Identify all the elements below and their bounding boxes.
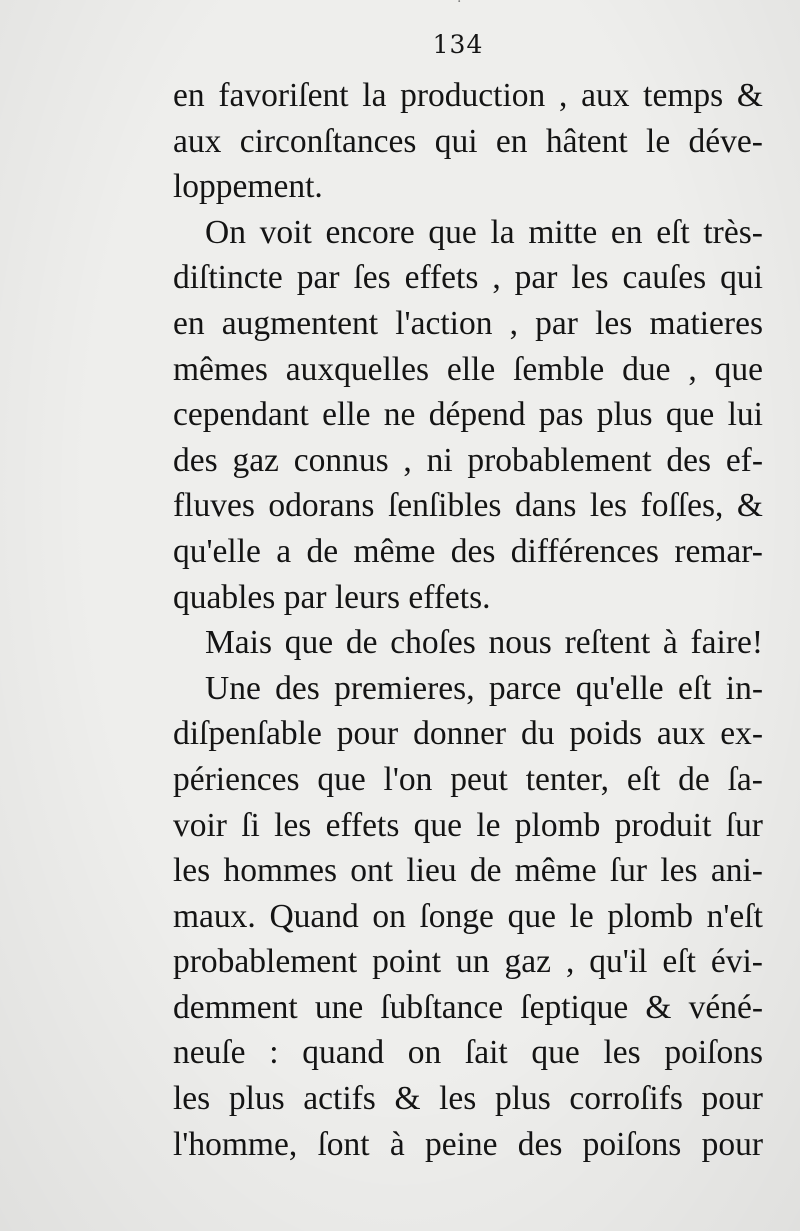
word: ef- <box>725 441 763 479</box>
text-line <box>173 939 763 985</box>
word: par <box>535 304 578 342</box>
word: on <box>407 1034 442 1072</box>
word: demment <box>173 988 298 1026</box>
word: aux <box>656 715 706 753</box>
word: Quand <box>269 897 359 935</box>
word: lui <box>727 396 763 434</box>
word: poids <box>569 715 643 753</box>
word: même <box>353 532 436 570</box>
word: la <box>490 213 515 251</box>
word: lieu <box>406 852 457 890</box>
word: dans <box>514 487 577 525</box>
word: le <box>569 897 594 935</box>
word: nous <box>488 624 552 662</box>
word: les <box>660 852 698 890</box>
word: voit <box>259 213 312 251</box>
word: effets <box>325 806 400 844</box>
word: eſt <box>656 213 690 251</box>
word: choſes <box>390 624 476 662</box>
word: évi- <box>710 943 763 981</box>
word: en <box>173 304 205 342</box>
word: le <box>646 122 671 160</box>
word: plus <box>596 396 653 434</box>
word: en <box>173 77 205 114</box>
text-line <box>173 529 763 575</box>
text-line <box>173 301 763 347</box>
text-line: loppement. <box>173 168 323 206</box>
word: n'eſt <box>706 897 763 935</box>
word: actifs <box>303 1080 376 1118</box>
text-line <box>173 620 763 666</box>
text-line <box>173 73 763 119</box>
word: mitte <box>528 213 598 251</box>
word: que <box>317 760 366 798</box>
word: poiſons <box>664 1034 763 1072</box>
word: gaz <box>232 441 279 479</box>
text-line <box>173 210 763 256</box>
text-line <box>173 347 763 393</box>
word: pour <box>701 1125 763 1163</box>
word: peine <box>424 1125 498 1163</box>
word: par <box>514 259 558 297</box>
word: même <box>514 852 597 890</box>
word: du <box>521 715 555 753</box>
word: que <box>714 350 763 388</box>
word: probablement <box>173 943 358 981</box>
text-line: quables par leurs effets. <box>173 578 491 616</box>
text-line <box>173 757 763 803</box>
word: eſt <box>677 669 712 707</box>
word: ne <box>383 396 416 434</box>
word: que <box>428 213 477 251</box>
word: & <box>736 77 763 114</box>
word: donner <box>413 715 507 753</box>
word: l'action <box>395 304 493 342</box>
word: l'homme, <box>173 1125 298 1163</box>
word: quand <box>302 1034 385 1072</box>
word: qu'elle <box>575 669 664 707</box>
word: plus <box>228 1080 285 1118</box>
word: on <box>372 897 406 935</box>
word: odorans <box>268 487 375 525</box>
word: ont <box>350 852 394 890</box>
word: point <box>372 943 442 981</box>
text-line <box>173 1076 763 1122</box>
word: : <box>269 1034 279 1072</box>
word: hommes <box>223 852 338 890</box>
word: l'on <box>383 760 433 798</box>
word: des <box>173 441 218 479</box>
word: des <box>517 1125 563 1163</box>
word: premieres, <box>334 669 475 707</box>
word: une <box>314 988 364 1026</box>
text-line <box>173 1122 763 1168</box>
word: les <box>173 852 211 890</box>
word: dépend <box>428 396 526 434</box>
word: très- <box>703 213 763 251</box>
text-line <box>173 483 763 529</box>
word: qui <box>434 122 478 160</box>
word: probablement <box>467 441 652 479</box>
word: aux <box>173 122 222 160</box>
word: produit <box>614 806 712 844</box>
text-line <box>173 255 763 301</box>
word: voir <box>173 806 227 844</box>
word: Une <box>205 669 261 707</box>
word: que <box>531 1034 580 1072</box>
word: ſeptique <box>520 988 629 1026</box>
text-line <box>173 1030 763 1076</box>
word: ani- <box>710 852 763 890</box>
word: auxquelles <box>285 350 430 388</box>
word: production <box>400 77 546 114</box>
word: ſubſtance <box>380 988 504 1026</box>
word: que <box>284 624 334 662</box>
word: corroſifs <box>569 1080 683 1118</box>
word: parce <box>488 669 562 707</box>
word: périences <box>173 760 300 798</box>
word: les <box>439 1080 477 1118</box>
word: neuſe <box>173 1034 246 1072</box>
word: que <box>413 806 463 844</box>
word: , <box>403 441 412 479</box>
word: reſtent <box>564 624 651 662</box>
word: remar- <box>674 532 763 570</box>
word: ſait <box>464 1034 508 1072</box>
word: à <box>389 1125 405 1163</box>
word: hâtent <box>545 122 628 160</box>
word: elle <box>446 350 496 388</box>
word: cependant <box>173 396 309 434</box>
word: eſt <box>626 760 661 798</box>
word: ſes <box>353 259 391 297</box>
word: diſpenſable <box>173 715 322 753</box>
word: ſa- <box>727 760 763 798</box>
word: les <box>571 259 609 297</box>
word: ſur <box>609 852 648 890</box>
word: les <box>274 806 312 844</box>
word: plomb <box>607 897 693 935</box>
word: elle <box>322 396 371 434</box>
word: plomb <box>514 806 601 844</box>
word: ſur <box>725 806 763 844</box>
word: de <box>306 532 339 570</box>
word: diſtincte <box>173 259 283 297</box>
word: effets <box>404 259 479 297</box>
word: temps <box>643 77 724 114</box>
word: On <box>205 213 246 251</box>
text-line <box>173 119 763 165</box>
word: maux. <box>173 897 256 935</box>
word: matieres <box>649 304 763 342</box>
word: de <box>678 760 710 798</box>
page-number: 134 <box>432 30 484 59</box>
word: a <box>276 532 292 570</box>
word: ſont <box>317 1125 370 1163</box>
word: de <box>469 852 502 890</box>
text-line <box>173 666 763 712</box>
word: différences <box>510 532 659 570</box>
text-line <box>173 438 763 484</box>
word: véné- <box>688 988 763 1026</box>
word: tenter, <box>525 760 609 798</box>
word: & <box>736 487 763 525</box>
word: & <box>645 988 672 1026</box>
word: ſi <box>241 806 260 844</box>
word: in- <box>725 669 763 707</box>
word: poiſons <box>582 1125 682 1163</box>
word: en <box>610 213 643 251</box>
word: qui <box>720 259 763 297</box>
word: des <box>275 669 320 707</box>
text-line <box>173 803 763 849</box>
word: un <box>456 943 490 981</box>
text-line <box>173 985 763 1031</box>
word: connus <box>293 441 389 479</box>
text-line <box>173 894 763 940</box>
word: cauſes <box>622 259 707 297</box>
word: pas <box>538 396 584 434</box>
word: ſenſibles <box>387 487 502 525</box>
word: de <box>345 624 378 662</box>
word: ſonge <box>419 897 494 935</box>
word: le <box>476 806 501 844</box>
word: pour <box>336 715 399 753</box>
body-text <box>173 73 763 1167</box>
word: pour <box>701 1080 763 1118</box>
word: fluves <box>173 487 255 525</box>
word: , <box>688 350 697 388</box>
word: déve- <box>688 122 763 160</box>
word: les <box>603 1034 641 1072</box>
ink-speck: · <box>457 0 462 10</box>
word: gaz <box>504 943 551 981</box>
word: favoriſent <box>218 77 349 114</box>
word: ni <box>426 441 453 479</box>
word: , <box>565 943 575 981</box>
text-line <box>173 711 763 757</box>
word: circonſtances <box>239 122 417 160</box>
word: les <box>589 487 628 525</box>
word: ex- <box>720 715 763 753</box>
word: des <box>666 441 712 479</box>
word: ſemble <box>513 350 605 388</box>
word: foſſes, <box>640 487 724 525</box>
word: à <box>662 624 678 662</box>
word: , <box>559 77 568 114</box>
word: mêmes <box>173 350 268 388</box>
word: augmentent <box>221 304 379 342</box>
word: peut <box>450 760 508 798</box>
word: la <box>362 77 387 114</box>
text-line <box>173 848 763 894</box>
word: eſt <box>662 943 696 981</box>
word: en <box>495 122 528 160</box>
word: par <box>296 259 340 297</box>
word: Mais <box>205 624 272 662</box>
word: faire! <box>690 624 763 662</box>
word: encore <box>325 213 415 251</box>
word: que <box>507 897 556 935</box>
word: que <box>665 396 715 434</box>
word: qu'elle <box>173 532 261 570</box>
word: les <box>173 1080 211 1118</box>
word: des <box>450 532 496 570</box>
word: aux <box>581 77 630 114</box>
word: qu'il <box>589 943 648 981</box>
word: les <box>595 304 633 342</box>
word: due <box>622 350 671 388</box>
word: , <box>509 304 518 342</box>
word: & <box>394 1080 421 1118</box>
word: plus <box>494 1080 551 1118</box>
text-line <box>173 392 763 438</box>
word: , <box>492 259 501 297</box>
